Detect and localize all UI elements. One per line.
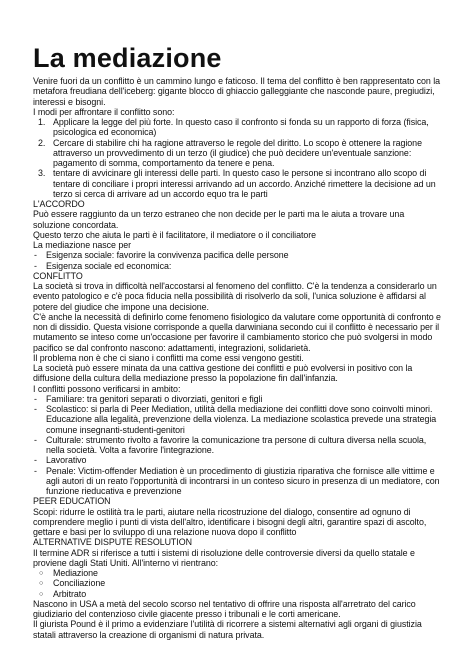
adr-list (33, 568, 442, 599)
accordo-paragraph: Questo terzo che aiuta le parti è il facilitatore, il mediatore o il conciliatore (33, 229, 317, 240)
adr-paragraph: Nascono in USA a metà del secolo scorso nel tentativo di offrire una risposta all'arretrato del carico giudiziario del contenzioso civile giacente presso i tribunali e le corti americane. (33, 598, 416, 619)
adr-paragraph: Il giurista Pound è il primo a evidenziare l'utilità di ricorrere a sistemi alternativi agli organi di giustizia statali attraverso la creazione di organismi di natura privata. (33, 619, 422, 640)
circle-bullet-icon: ○ (39, 580, 44, 588)
list-item-text: Culturale: strumento rivolto a favorire la comunicazione tra persone di cultura diversa nella scuola, nella società. Volta a favorire l'integrazione. (46, 434, 427, 455)
modi-item-number: 1. (38, 117, 46, 127)
intro-paragraph: Venire fuori da un conflitto è un cammino lungo e faticoso. Il tema del conflitto è ben rappresentato con la metafora freudiana dell'iceberg: gigante blocco di ghiaccio galleggiante che nasconde paure, pregiudizi, interessi e bisogni. (33, 76, 441, 107)
list-item (33, 394, 442, 404)
list-item (33, 578, 442, 588)
modi-item-number: 3. (38, 168, 46, 179)
conflitto-paragraph: Il problema non è che ci siano i conflitti ma come essi vengono gestiti. (33, 352, 304, 363)
list-item-text: Esigenza sociale: favorire la convivenza pacifica delle persone (46, 250, 289, 261)
modi-item-text: Cercare di stabilire chi ha ragione attraverso le regole del diritto. Lo scopo è ottenere la ragione attraverso un provvedimento di un terzo (il giudice) che può decidere un'eventuale sanzione: pagamento di somma, comportamento da tenere e pena. (53, 137, 422, 168)
list-item (33, 261, 442, 271)
list-item-text: Arbitrato (53, 588, 87, 599)
list-item (33, 568, 442, 578)
dash-bullet: - (34, 465, 37, 476)
dash-bullet: - (34, 434, 37, 445)
modi-list (33, 117, 442, 199)
conflitto-paragraph: C'è anche la necessità di definirlo come fenomeno fisiologico da valutare come opportunità di confronto e non di dissidio. Questa visione corrisponde a quella darwiniana secondo cui il conflitto è necessario per il mutamento se inteso come un'occasione per favorire il cambiamento storico che può svolgersi in modo pacifico se dal confronto nascono: adattamenti, integrazioni, solidarietà. (33, 311, 441, 353)
peer-heading: PEER EDUCATION (33, 496, 111, 507)
dash-bullet: - (34, 393, 37, 404)
dash-bullet: - (34, 260, 37, 271)
list-item (33, 466, 442, 497)
accordo-paragraph: Può essere raggiunto da un terzo estraneo che non decide per le parti ma le aiuta a trovare una soluzione concordata. (33, 209, 405, 230)
ambiti-intro: I conflitti possono verificarsi in ambito: (33, 383, 181, 394)
mediazione-nasce-label: La mediazione nasce per (33, 240, 132, 250)
modi-intro: I modi per affrontare il conflitto sono: (33, 106, 175, 117)
list-item-text: Familiare: tra genitori separati o divorziati, genitori e figli (46, 393, 263, 404)
list-item-text: Lavorativo (46, 455, 87, 466)
list-item (33, 435, 442, 456)
modi-item-text: tentare di avvicinare gli interessi delle parti. In questo caso le persone si incontrano allo scopo di tentare di conciliare i propri interessi arrivando ad un accordo. Anziché rimettere la decisione ad un terzo si cerca di arrivare ad un accordo equo tra le parti (53, 168, 436, 199)
accordo-heading: L'ACCORDO (33, 199, 85, 209)
conflitto-paragraph: La società può essere minata da una cattiva gestione dei conflitti e può evolversi in positivo con la diffusione della cultura della mediazione presso la popolazione fin dall'infanzia. (33, 363, 413, 384)
list-item-text: Penale: Victim-offender Mediation è un procedimento di giustizia riparativa che fornisce alle vittime e agli autori di un reato l'opportunità di incontrarsi in un conteso sicuro in presenza di un mediatore, con funzione rieducativa e prevenzione (46, 465, 440, 496)
modi-item (33, 168, 442, 199)
circle-bullet-icon: ○ (39, 570, 44, 577)
list-item (33, 404, 442, 435)
list-item-text: Scolastico: si parla di Peer Mediation, utilità della mediazione dei conflitti dove sono coinvolti minori. Educazione alla legalità, prevenzione della violenza. La mediazione scolastica prevede una strategia comune insegnanti-studenti-genitori (46, 404, 437, 435)
list-item (33, 455, 442, 465)
modi-item-text: Applicare la legge del più forte. In questo caso il confronto si fonda su un rapporto di forza (fisica, psicologica ed economica) (53, 117, 429, 138)
adr-heading: ALTERNATIVE DISPUTE RESOLUTION (33, 537, 192, 548)
modi-item (33, 138, 442, 169)
dash-bullet: - (34, 250, 37, 261)
nasce-list (33, 250, 442, 271)
ambiti-list (33, 394, 442, 497)
list-item-text: Conciliazione (53, 578, 106, 589)
modi-item (33, 117, 442, 138)
dash-bullet: - (34, 455, 37, 466)
dash-bullet: - (34, 404, 37, 414)
list-item (33, 250, 442, 260)
adr-paragraph: Il termine ADR si riferisce a tutti i sistemi di risoluzione delle controversie diversi da quello statale e proviene dagli Stati Uniti. All'interno vi rientrano: (33, 547, 415, 568)
conflitto-paragraph: La società si trova in difficoltà nell'accostarsi al fenomeno del conflitto. C'è la tendenza a considerarlo un evento patologico e c'è poca fiducia nella possibilità di risolverlo da soli, l'unica soluzione è affidarsi al potere del giudice che impone una decisione. (33, 281, 437, 312)
modi-item-number: 2. (38, 137, 46, 148)
list-item (33, 589, 442, 599)
list-item-text: Mediazione (53, 568, 98, 578)
peer-paragraph: Scopi: ridurre le ostilità tra le parti, aiutare nella ricostruzione del dialogo, consentire ad ognuno di comprendere meglio i punti di vista dell'altro, identificare i bisogni degli altri, garantire spazi di ascolto, gettare e basi per lo sviluppo di una relazione nuova dopo il conflitto (33, 506, 427, 537)
page-title: La mediazione (33, 43, 222, 73)
list-item-text: Esigenza sociale ed economica: (46, 260, 172, 271)
document-body (33, 76, 442, 640)
conflitto-heading: CONFLITTO (33, 270, 83, 281)
circle-bullet-icon: ○ (39, 590, 44, 598)
